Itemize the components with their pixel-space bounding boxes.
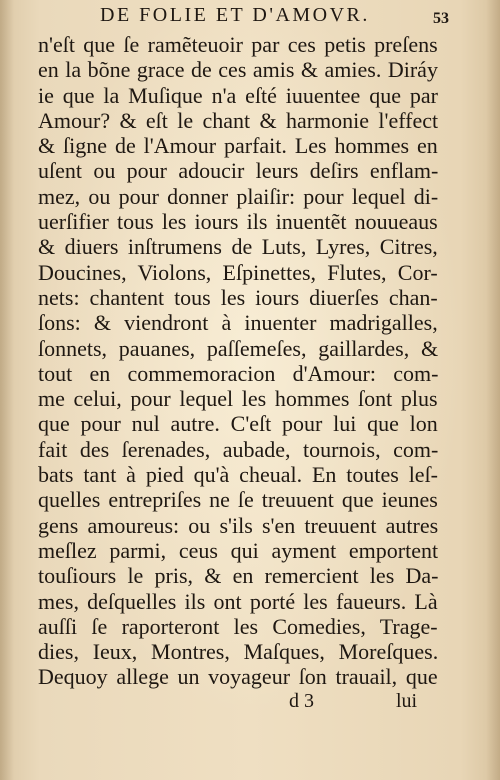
text-line: Doucines, Violons, Eſpinettes, Flutes, Cor- — [38, 259, 438, 285]
text-line: bats tant à pied qu'à cheual. En toutes leſ- — [38, 462, 439, 488]
text-line: uſent ou pour adoucir leurs deſirs enflam- — [38, 158, 439, 184]
text-line: meſlez parmi, ceus qui ayment emportent — [38, 537, 439, 563]
text-line: Dequoy allege un voyageur ſon trauail, que — [38, 664, 438, 690]
text-line: uerſifier tous les iours ils inuentẽt nouueaus — [38, 209, 438, 235]
text-line: ie que la Muſique n'a eſté iuuentee que par — [38, 82, 438, 108]
running-head: DE FOLIE ET D'AMOVR. — [100, 4, 370, 26]
text-line: n'eſt que ſe ramẽteuoir par ces petis preſens — [38, 32, 438, 57]
catchword: lui — [396, 690, 418, 712]
text-line: Amour? & eſt le chant & harmonie l'effect — [38, 107, 439, 133]
page-edge-shadow-right — [486, 0, 500, 780]
text-line: gens amoureus: ou s'ils s'en treuuent autres — [38, 512, 439, 538]
text-line: mes, deſquelles ils ont porté les faueurs. Là — [38, 588, 438, 614]
page-number: 53 — [433, 10, 449, 27]
text-line: auſſi ſe raporteront les Comedies, Trage- — [38, 613, 438, 639]
page-header — [0, 4, 500, 28]
text-line: mez, ou pour donner plaiſir: pour lequel di- — [38, 183, 439, 209]
text-line: que pour nul autre. C'eſt pour lui que lon — [38, 411, 438, 437]
body-text — [38, 32, 438, 690]
text-line: me celui, pour lequel les hommes ſont plus — [38, 386, 438, 412]
text-line: ſonnets, pauanes, paſſemeſes, gaillardes, & — [38, 335, 439, 361]
text-line: tout en commemoracion d'Amour: com- — [38, 360, 439, 386]
text-line: & diuers inſtrumens de Luts, Lyres, Citres, — [38, 234, 438, 260]
text-line: fait des ſerenades, aubade, tournois, com- — [38, 436, 439, 462]
text-line: quelles entrepriſes ne ſe treuuent que ieunes — [38, 487, 438, 513]
page-edge-shadow-left — [0, 0, 14, 780]
text-line: en la bõne grace de ces amis & amies. Diráy — [38, 57, 438, 83]
text-line: touſiours le pris, & en remercient les Da- — [38, 563, 439, 589]
text-line: & ſigne de l'Amour parfait. Les hommes en — [38, 133, 438, 159]
text-line: nets: chantent tous les iours diuerſes chan- — [38, 284, 438, 310]
text-line: ſons: & viendront à inuenter madrigalles, — [38, 310, 438, 336]
page-footer — [0, 690, 500, 718]
signature-mark: d 3 — [289, 690, 314, 712]
text-line: dies, Ieux, Montres, Maſques, Moreſques. — [38, 639, 439, 665]
